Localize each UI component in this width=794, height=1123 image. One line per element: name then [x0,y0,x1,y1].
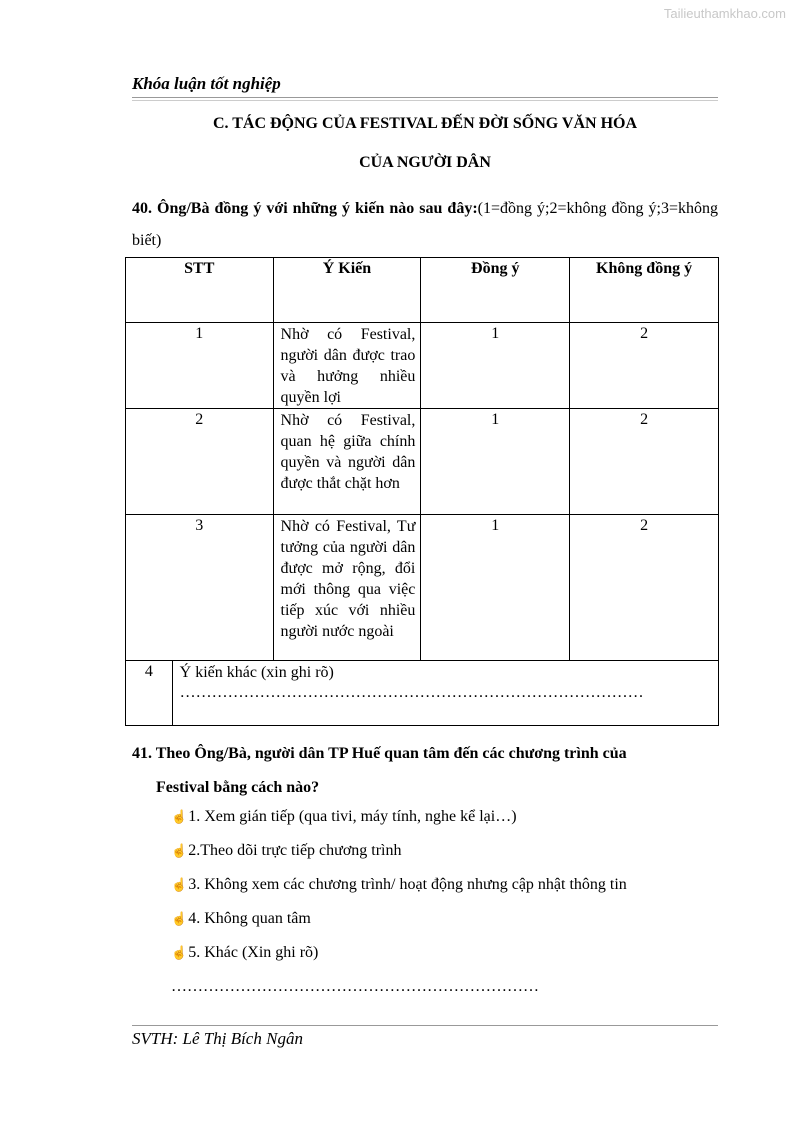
row-disagree-code: 2 [570,409,719,515]
footer-divider [132,1025,718,1026]
option-label: 1. Xem gián tiếp (qua tivi, máy tính, nghe kể lại…) [188,808,517,825]
table-header-row [126,258,719,323]
option-5[interactable] [171,944,318,962]
row-stt: 1 [126,323,274,409]
row-stt: 2 [126,409,274,515]
column-header-agree: Đồng ý [421,258,570,323]
hand-pointer-icon: ☝ [171,843,188,858]
other-opinion-label: Ý kiến khác (xin ghi rõ) [179,664,334,681]
hand-pointer-icon: ☝ [171,809,188,824]
option-label: 3. Không xem các chương trình/ hoạt động nhưng cập nhật thông tin [188,876,627,893]
table-row [126,323,719,409]
opinion-table [125,257,719,726]
table-row [126,515,719,661]
row-agree-code: 1 [421,323,570,409]
option-label: 5. Khác (Xin ghi rõ) [188,944,319,961]
question-40 [132,193,718,257]
hand-pointer-icon: ☝ [171,945,188,960]
row-opinion: Nhờ có Festival, Tư tưởng của người dân được mở rộng, đổi mới thông qua việc tiếp xúc với nhiều người nước ngoài [273,515,421,661]
question-40-scale: (1=đồng ý;2=không đồng ý;3=không biết) [132,200,719,249]
hand-pointer-icon: ☝ [171,911,188,926]
document-header: Khóa luận tốt nghiệp [132,74,281,93]
row-opinion: Nhờ có Festival, quan hệ giữa chính quyền và người dân được thắt chặt hơn [273,409,421,515]
hand-pointer-icon: ☝ [171,877,188,892]
option-label: 4. Không quan tâm [188,910,311,927]
column-header-disagree: Không đồng ý [570,258,719,323]
document-footer: SVTH: Lê Thị Bích Ngân [132,1029,303,1048]
column-header-opinion: Ý Kiến [273,258,421,323]
section-title-line2: CỦA NGƯỜI DÂN [359,154,491,171]
option-1[interactable] [171,808,517,826]
row-stt: 3 [126,515,274,661]
option-5-blank[interactable]: …………………………………………………………… [171,978,539,995]
table-row [126,409,719,515]
option-4[interactable] [171,910,311,928]
table-row-other [126,661,719,726]
row-opinion: Nhờ có Festival, người dân được trao và hưởng nhiều quyền lợi [273,323,421,409]
row-agree-code: 1 [421,409,570,515]
question-40-label: 40. Ông/Bà đồng ý với những ý kiến nào sau đây: [132,200,478,217]
option-2[interactable] [171,842,402,860]
option-label: 2.Theo dõi trực tiếp chương trình [188,842,402,859]
header-divider [132,97,718,98]
row-disagree-code: 2 [570,515,719,661]
other-opinion-blank[interactable]: …………………………………………………………………………… [179,684,644,701]
other-opinion-cell [172,661,718,726]
question-41 [132,737,627,805]
question-41-label-line2: Festival bằng cách nào? [156,779,320,796]
column-header-stt: STT [126,258,274,323]
question-41-label: 41. Theo Ông/Bà, người dân TP Huế quan tâm đến các chương trình của [132,745,627,762]
row-agree-code: 1 [421,515,570,661]
header-divider-secondary [132,100,718,101]
watermark: Tailieuthamkhao.com [663,6,786,21]
option-3[interactable] [171,876,627,894]
row-stt: 4 [126,661,173,726]
row-disagree-code: 2 [570,323,719,409]
section-title: C. TÁC ĐỘNG CỦA FESTIVAL ĐẾN ĐỜI SỐNG VĂN HÓA [212,115,638,132]
